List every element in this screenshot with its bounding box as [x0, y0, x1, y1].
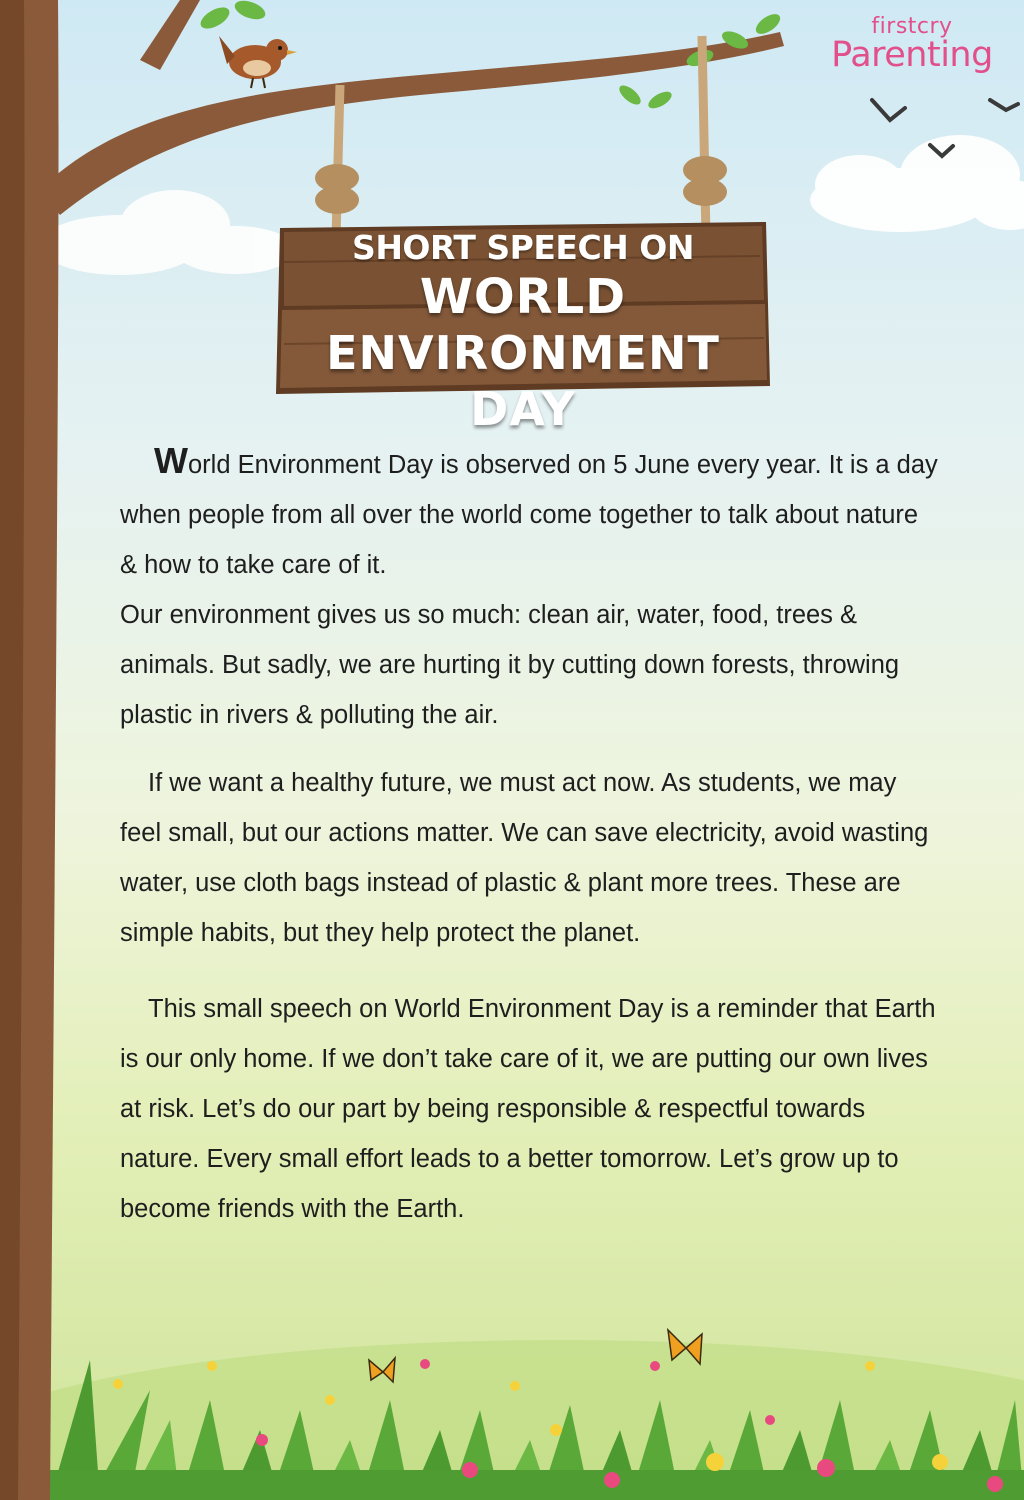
sign-line-2: WORLD: [419, 269, 627, 325]
bird-icon: [219, 36, 297, 88]
speech-paragraph-1: [120, 436, 940, 740]
sign-title: [278, 222, 768, 437]
speech-paragraph-1a: orld Environment Day is observed on 5 June every year. It is a day when people from all over the world come together to talk about nature & how to take care of it.: [120, 451, 938, 579]
rope-knots: [315, 156, 727, 214]
firstcry-parenting-logo: [822, 14, 1002, 75]
drop-cap: W: [154, 440, 188, 481]
speech-body: [120, 436, 940, 1234]
speech-paragraph-1b: Our environment gives us so much: clean air, water, food, trees & animals. But sadly, we are hurting it by cutting down forests, throwing plastic in rivers & polluting the air.: [120, 601, 900, 729]
speech-paragraph-2: If we want a healthy future, we must act now. As students, we may feel small, but our actions matter. We can save electricity, avoid wasting water, use cloth bags instead of plastic & plant more trees. These are simple habits, but they help protect the planet.: [120, 769, 929, 947]
logo-brand-text: firstcry: [871, 14, 953, 39]
sign-line-3: ENVIRONMENT DAY: [326, 326, 720, 436]
speech-paragraph-3: This small speech on World Environment Day is a reminder that Earth is our only home. If we don’t take care of it, we are putting our own lives at risk. Let’s do our part by being responsible & respectful towards nature. Every small effort leads to a better tomorrow. Let’s grow up to become friends with the Earth.: [120, 995, 936, 1223]
logo-name-text: Parenting: [831, 35, 993, 75]
sign-line-1: SHORT SPEECH ON: [352, 228, 694, 267]
